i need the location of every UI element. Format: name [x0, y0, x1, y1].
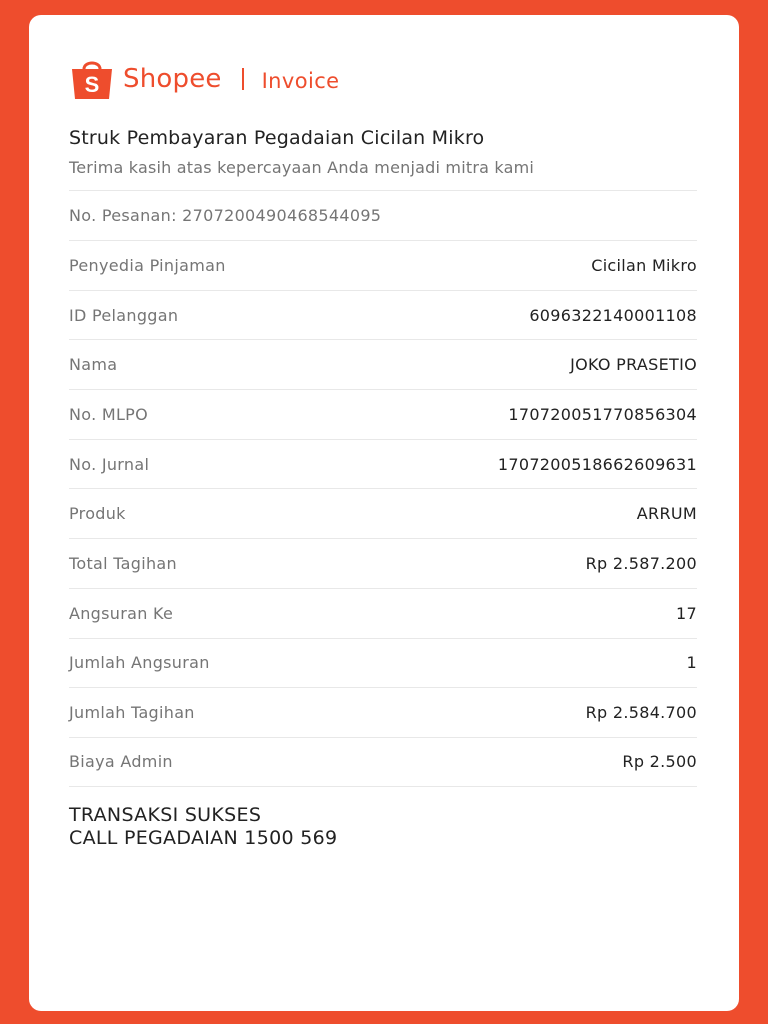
detail-label: Total Tagihan	[69, 553, 177, 573]
detail-row-bill-amount	[69, 687, 697, 737]
detail-label: No. Jurnal	[69, 454, 150, 474]
receipt-title: Struk Pembayaran Pegadaian Cicilan Mikro	[69, 127, 485, 149]
detail-row-mlpo	[69, 389, 697, 439]
invoice-label: Invoice	[261, 69, 340, 93]
detail-label: No. MLPO	[69, 404, 149, 424]
receipt-footer	[69, 804, 337, 850]
shopee-bag-logo-icon	[69, 57, 115, 101]
detail-value: Rp 2.500	[622, 752, 697, 772]
detail-label: Jumlah Tagihan	[69, 703, 195, 723]
detail-value: ARRUM	[636, 504, 697, 524]
detail-row-installment-count	[69, 638, 697, 688]
detail-row-name	[69, 339, 697, 389]
detail-value: Rp 2.584.700	[585, 703, 697, 723]
receipt-details	[69, 240, 697, 787]
detail-label: Nama	[69, 355, 118, 375]
receipt-subtitle: Terima kasih atas kepercayaan Anda menjadi mitra kami	[69, 158, 535, 177]
order-number: No. Pesanan: 2707200490468544095	[69, 190, 697, 240]
detail-label: Jumlah Angsuran	[69, 653, 210, 673]
detail-row-loan-provider	[69, 240, 697, 290]
detail-value: 1707200518662609631	[497, 454, 697, 474]
detail-label: ID Pelanggan	[69, 305, 179, 325]
detail-label: Penyedia Pinjaman	[69, 255, 226, 275]
detail-value: 170720051770856304	[508, 404, 697, 424]
detail-row-total-bill	[69, 538, 697, 588]
call-info: CALL PEGADAIAN 1500 569	[69, 827, 338, 849]
brand-name: Shopee	[123, 64, 222, 94]
detail-value: JOKO PRASETIO	[570, 355, 697, 375]
detail-value: 6096322140001108	[529, 305, 697, 325]
header-divider	[242, 68, 244, 90]
detail-row-installment-number	[69, 588, 697, 638]
detail-label: Angsuran Ke	[69, 603, 174, 623]
detail-label: Produk	[69, 504, 126, 524]
detail-value: 1	[686, 653, 697, 673]
invoice-header	[69, 57, 339, 101]
detail-value: 17	[676, 603, 697, 623]
detail-label: Biaya Admin	[69, 752, 173, 772]
detail-row-product	[69, 488, 697, 538]
transaction-status: TRANSAKSI SUKSES	[69, 804, 262, 826]
detail-row-journal	[69, 439, 697, 489]
invoice-card	[29, 15, 739, 1011]
detail-row-admin-fee	[69, 737, 697, 787]
detail-value: Cicilan Mikro	[591, 255, 697, 275]
logo-letter: S	[84, 72, 100, 97]
detail-row-customer-id	[69, 290, 697, 340]
detail-value: Rp 2.587.200	[585, 553, 697, 573]
